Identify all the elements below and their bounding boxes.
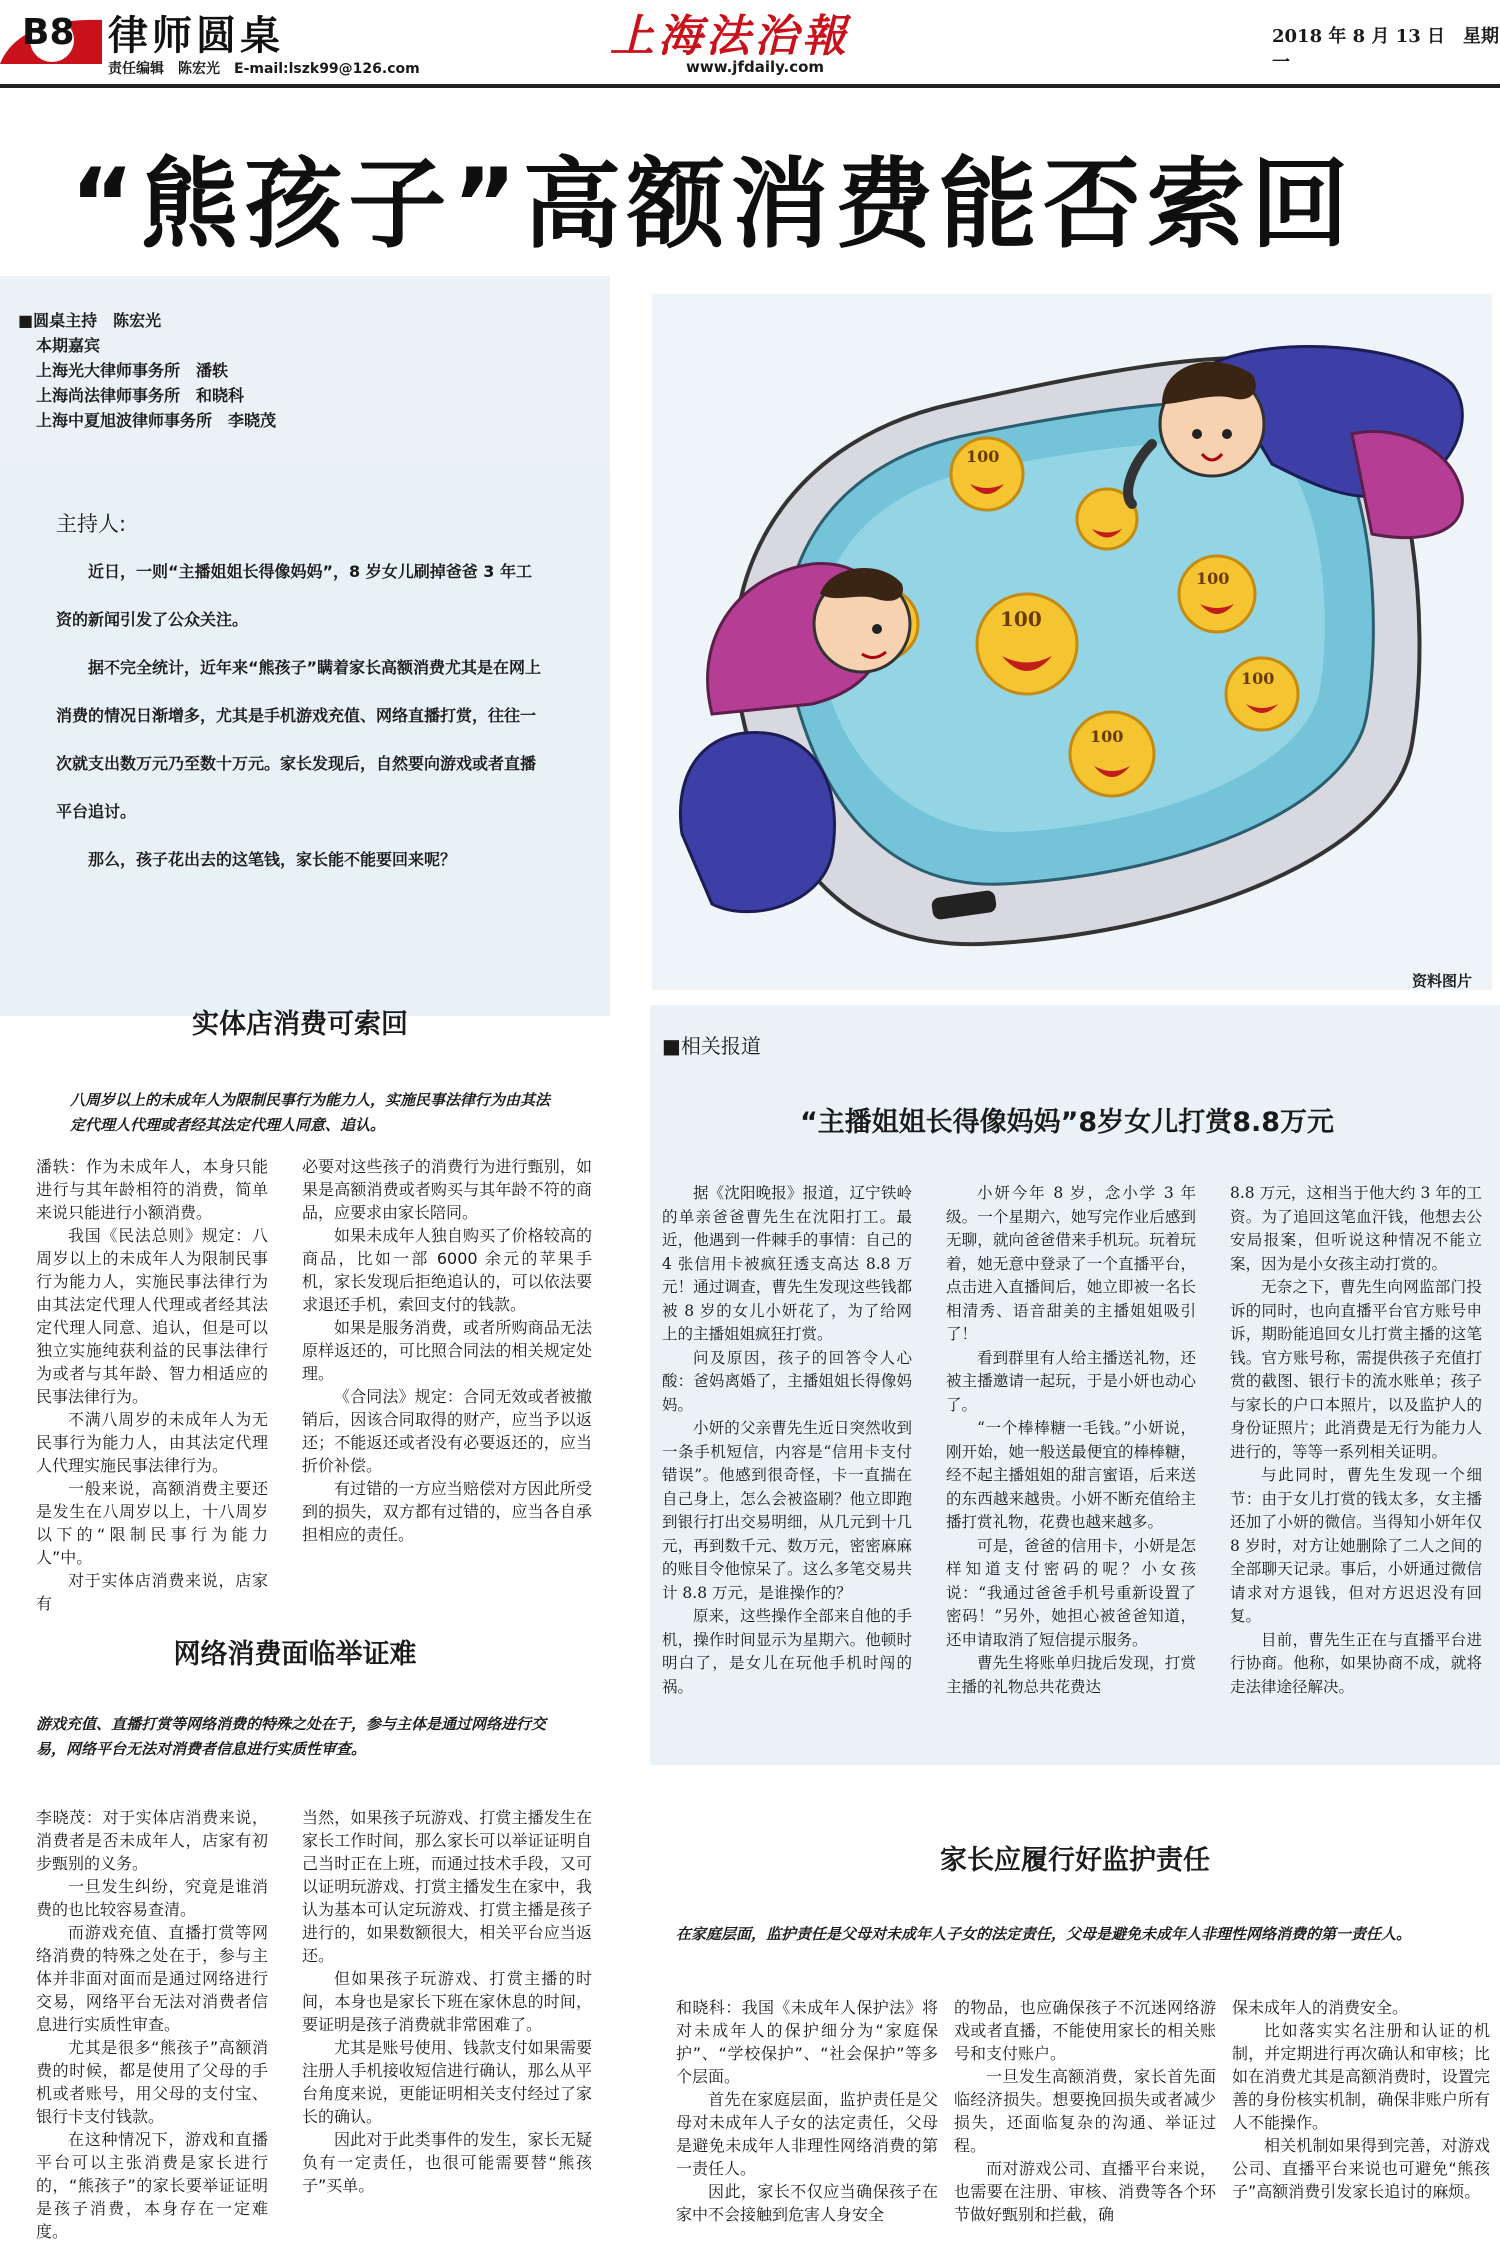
paragraph: 小妍的父亲曹先生近日突然收到一条手机短信，内容是“信用卡支付错误”。他感到很奇怪，卡一直揣在自己身上，怎么会被盗刷？他立即跑到银行打出交易明细，从几元到十几元，再到数千元、数万元，密密麻麻的账目令他惊呆了。这么多笔交易共计 8.8 万元，是谁操作的？ [662,1419,912,1602]
related-tag: ■相关报道 [662,1034,761,1058]
paragraph: 一旦发生纠纷，究竟是谁消费的也比较容易查清。 [36,1877,268,1919]
phone-kids-illustration [652,294,1492,990]
section-title-store: 实体店消费可索回 [192,1009,408,1040]
paragraph: 相关机制如果得到完善，对游戏公司、直播平台来说也可避免“熊孩子”高额消费引发家长追讨的麻烦。 [1232,2136,1490,2201]
host-label: 主持人: [56,512,127,536]
coin-icon [1179,556,1255,632]
article-column [676,1996,938,2226]
paragraph: 与此同时，曹先生发现一个细节：由于女儿打赏的钱太多，女主播还加了小妍的微信。当得知小妍年仅 8 岁时，对方让她删除了二人之间的全部聊天记录。事后，小妍通过微信请求对方退钱，但对方迟迟没有回复。 [1230,1466,1482,1625]
paragraph: 必要对这些孩子的消费行为进行甄别，如果是高额消费或者购买与其年龄不符的商品，应要求由家长陪同。 [302,1157,592,1222]
section-lede-parents: 在家庭层面，监护责任是父母对未成年人子女的法定责任，父母是避免未成年人非理性网络消费的第一责任人。 [676,1925,1412,1943]
newspaper-logo: 上海法治報 [610,11,850,62]
coin-icon [1226,658,1298,730]
paragraph: 据《沈阳晚报》报道，辽宁铁岭的单亲爸爸曹先生在沈阳打工。最近，他遇到一件棘手的事情：自己的 4 张信用卡被疯狂透支高达 8.8 万元！通过调查，曹先生发现这些钱都被 8 岁的女儿小妍花了，为了给网上的主播姐姐疯狂打赏。 [662,1184,912,1343]
paragraph: 和晓科：我国《未成年人保护法》将对未成年人的保护细分为“家庭保护”、“学校保护”、“社会保护”等多个层面。 [676,1998,938,2086]
svg-text:100: 100 [1241,669,1275,688]
article-column [302,1806,592,2197]
paragraph: 潘轶：作为未成年人，本身只能进行与其年龄相符的消费，简单来说只能进行小额消费。 [36,1157,268,1222]
article-column [954,1996,1216,2226]
header-rule [0,84,1500,88]
paragraph: “一个棒棒糖一毛钱。”小妍说，刚开始，她一般送最便宜的棒棒糖，经不起主播姐姐的甜言蜜语，后来送的东西越来越贵。小妍不断充值给主播打赏礼物，花费也越来越多。 [946,1419,1196,1531]
paragraph: 如果未成年人独自购买了价格较高的商品，比如一部 6000 余元的苹果手机，家长发现后拒绝追认的，可以依法要求退还手机，索回支付的钱款。 [302,1226,592,1314]
section-name: 律师圆桌 [108,13,284,59]
paragraph: 首先在家庭层面，监护责任是父母对未成年人子女的法定责任，父母是避免未成年人非理性网络消费的第一责任人。 [676,2090,938,2178]
paragraph: 尤其是很多“熊孩子”高额消费的时候，都是使用了父母的手机或者账号，用父母的支付宝、银行卡支付钱款。 [36,2038,268,2126]
coin-icon [1070,712,1154,796]
paragraph: 保未成年人的消费安全。 [1232,1998,1409,2017]
paragraph: 但如果孩子玩游戏、打赏主播的时间，本身也是家长下班在家休息的时间，要证明是孩子消费就非常困难了。 [302,1969,592,2034]
paragraph: 的物品，也应确保孩子不沉迷网络游戏或者直播，不能使用家长的相关账号和支付账户。 [954,1998,1216,2063]
paragraph: 我国《民法总则》规定：八周岁以上的未成年人为限制民事行为能力人，实施民事法律行为由其法定代理人代理或者经其法定代理人同意、追认，但是可以独立实施纯获利益的民事法律行为或者与其年龄、智力相适应的民事法律行为。 [36,1226,268,1406]
article-column [1232,1996,1490,2203]
paragraph: 看到群里有人给主播送礼物，还被主播邀请一起玩，于是小妍也动心了。 [946,1348,1196,1414]
section-title-online: 网络消费面临举证难 [173,1639,417,1670]
guest-li: 上海中夏旭波律师事务所 李晓茂 [36,411,277,430]
masthead [0,0,1500,92]
issue-date: 2018 年 8 月 13 日 星期一 [1272,26,1500,73]
host-paragraph: 近日，一则“主播姐姐长得像妈妈”，8 岁女儿刷掉爸爸 3 年工资的新闻引发了公众关注。 [56,562,533,629]
article-column [662,1182,912,1699]
paragraph: 小妍今年 8 岁，念小学 3 年级。一个星期六，她写完作业后感到无聊，就向爸爸借来手机玩。玩着玩着，她无意中登录了一个直播平台，点击进入直播间后，她立即被一名长相清秀、语音甜美的主播姐姐吸引了！ [946,1184,1196,1343]
article-column [1230,1182,1482,1699]
paragraph: 一旦发生高额消费，家长首先面临经济损失。想要挽回损失或者减少损失，还面临复杂的沟通、举证过程。 [954,2067,1216,2155]
section-title-parents: 家长应履行好监护责任 [940,1845,1210,1876]
editor-credit: 责任编辑 陈宏光 E-mail:lszk99@126.com [108,61,420,77]
host-paragraph: 据不完全统计，近年来“熊孩子”瞒着家长高额消费尤其是在网上消费的情况日渐增多，尤其是手机游戏充值、网络直播打赏，往往一次就支出数万元乃至数十万元。家长发现后，自然要向游戏或者直播平台追讨。 [56,658,542,821]
paragraph: 李晓茂：对于实体店消费来说，消费者是否未成年人，店家有初步甄别的义务。 [36,1808,268,1873]
guest-he: 上海尚法律师事务所 和晓科 [36,386,245,405]
paragraph: 曹先生将账单归拢后发现，打赏主播的礼物总共花费达 [946,1654,1196,1696]
paragraph: 而游戏充值、直播打赏等网络消费的特殊之处在于，参与主体并非面对面而是通过网络进行交易，网络平台无法对消费者信息进行实质性审查。 [36,1923,268,2034]
section-lede-online: 游戏充值、直播打赏等网络消费的特殊之处在于，参与主体是通过网络进行交易，网络平台无法对消费者信息进行实质性审查。 [36,1715,547,1758]
paragraph: 不满八周岁的未成年人为无民事行为能力人，由其法定代理人代理实施民事法律行为。 [36,1410,268,1475]
paragraph: 无奈之下，曹先生向网监部门投诉的同时，也向直播平台官方账号申诉，期盼能追回女儿打赏主播的这笔钱。官方账号称，需提供孩子充值打赏的截图、银行卡的流水账单；孩子与家长的户口本照片，以及监护人的身份证照片；此消费是无行为能力人进行的，等等一系列相关证明。 [1230,1278,1482,1461]
article-column [36,1155,268,1615]
roundtable-box [0,276,610,466]
paragraph: 如果是服务消费，或者所购商品无法原样返还的，可比照合同法的相关规定处理。 [302,1318,592,1383]
paragraph: 一般来说，高额消费主要还是发生在八周岁以上，十八周岁以下的“限制民事行为能力人”中。 [36,1479,268,1567]
svg-text:100: 100 [1090,727,1124,746]
website-url: www.jfdaily.com [686,58,825,76]
paragraph: 比如落实实名注册和认证的机制，并定期进行再次确认和审核；比如在消费尤其是高额消费时，设置完善的身份核实机制，确保非账户所有人不能操作。 [1232,2021,1490,2132]
article-column [302,1155,592,1546]
paragraph: 有过错的一方应当赔偿对方因此所受到的损失，双方都有过错的，应当各自承担相应的责任。 [302,1479,592,1544]
illustration-panel [652,294,1492,990]
page-number: B8 [22,12,75,53]
paragraph: 在这种情况下，游戏和直播平台可以主张消费是家长进行的，“熊孩子”的家长要举证证明是孩子消费，本身存在一定难度。 [36,2130,268,2241]
svg-text:100: 100 [1196,569,1230,588]
svg-text:100: 100 [966,447,1000,466]
paragraph: 8.8 万元，这相当于他大约 3 年的工资。为了追回这笔血汗钱，他想去公安局报案，但听说这种情况不能立案，因为是小女孩主动打赏的。 [1230,1184,1482,1273]
paragraph: 当然，如果孩子玩游戏、打赏主播发生在家长工作时间，那么家长可以举证证明自己当时正在上班，而通过技术手段，又可以证明玩游戏、打赏主播发生在家中，我认为基本可认定玩游戏、打赏主播是孩子进行的，如果数额很大，相关平台应当返还。 [302,1808,592,1965]
host-paragraph: 那么，孩子花出去的这笔钱，家长能不能要回来呢？ [88,850,457,869]
paragraph: 可是，爸爸的信用卡，小妍是怎样知道支付密码的呢？小女孩说：“我通过爸爸手机号重新设置了密码！”另外，她担心被爸爸知道，还申请取消了短信提示服务。 [946,1536,1196,1649]
coin-icon [951,438,1023,510]
paragraph: 原来，这些操作全部来自他的手机，操作时间显示为星期六。他顿时明白了，是女儿在玩他手机时闯的祸。 [662,1607,912,1696]
guest-pan: 上海光大律师事务所 潘轶 [36,361,229,380]
paragraph: 尤其是账号使用、钱款支付如果需要注册人手机接收短信进行确认，那么从平台角度来说，更能证明相关支付经过了家长的确认。 [302,2038,592,2126]
main-headline: “熊孩子”高额消费能否索回 [70,148,1355,262]
paragraph: 《合同法》规定：合同无效或者被撤销后，因该合同取得的财产，应当予以返还；不能返还或者没有必要返还的，应当折价补偿。 [302,1387,592,1475]
paragraph: 而对游戏公司、直播平台来说，也需要在注册、审核、消费等各个环节做好甄别和拦截，确 [954,2159,1216,2224]
svg-text:100: 100 [1000,607,1042,631]
roundtable-host: ■圆桌主持 陈宏光 [18,311,162,330]
article-column [36,1806,268,2243]
host-intro [56,548,546,884]
paragraph: 对于实体店消费来说，店家有 [36,1571,268,1613]
guests-label: 本期嘉宾 [36,336,101,355]
article-column [946,1182,1196,1699]
paragraph: 因此，家长不仅应当确保孩子在家中不会接触到危害人身安全 [676,2182,938,2224]
paragraph: 目前，曹先生正在与直播平台进行协商。他称，如果协商不成，就将走法律途径解决。 [1230,1630,1482,1696]
paragraph: 问及原因，孩子的回答令人心酸：爸妈离婚了，主播姐姐长得像妈妈。 [662,1348,912,1414]
section-lede-store: 八周岁以上的未成年人为限制民事行为能力人，实施民事法律行为由其法定代理人代理或者经其法定代理人同意、追认。 [70,1091,551,1134]
paragraph: 因此对于此类事件的发生，家长无疑负有一定责任，也很可能需要替“熊孩子”买单。 [302,2130,592,2195]
related-title: “主播姐姐长得像妈妈”8岁女儿打赏8.8万元 [799,1107,1335,1138]
coin-icon [977,594,1077,694]
image-credit: 资料图片 [1412,972,1473,990]
